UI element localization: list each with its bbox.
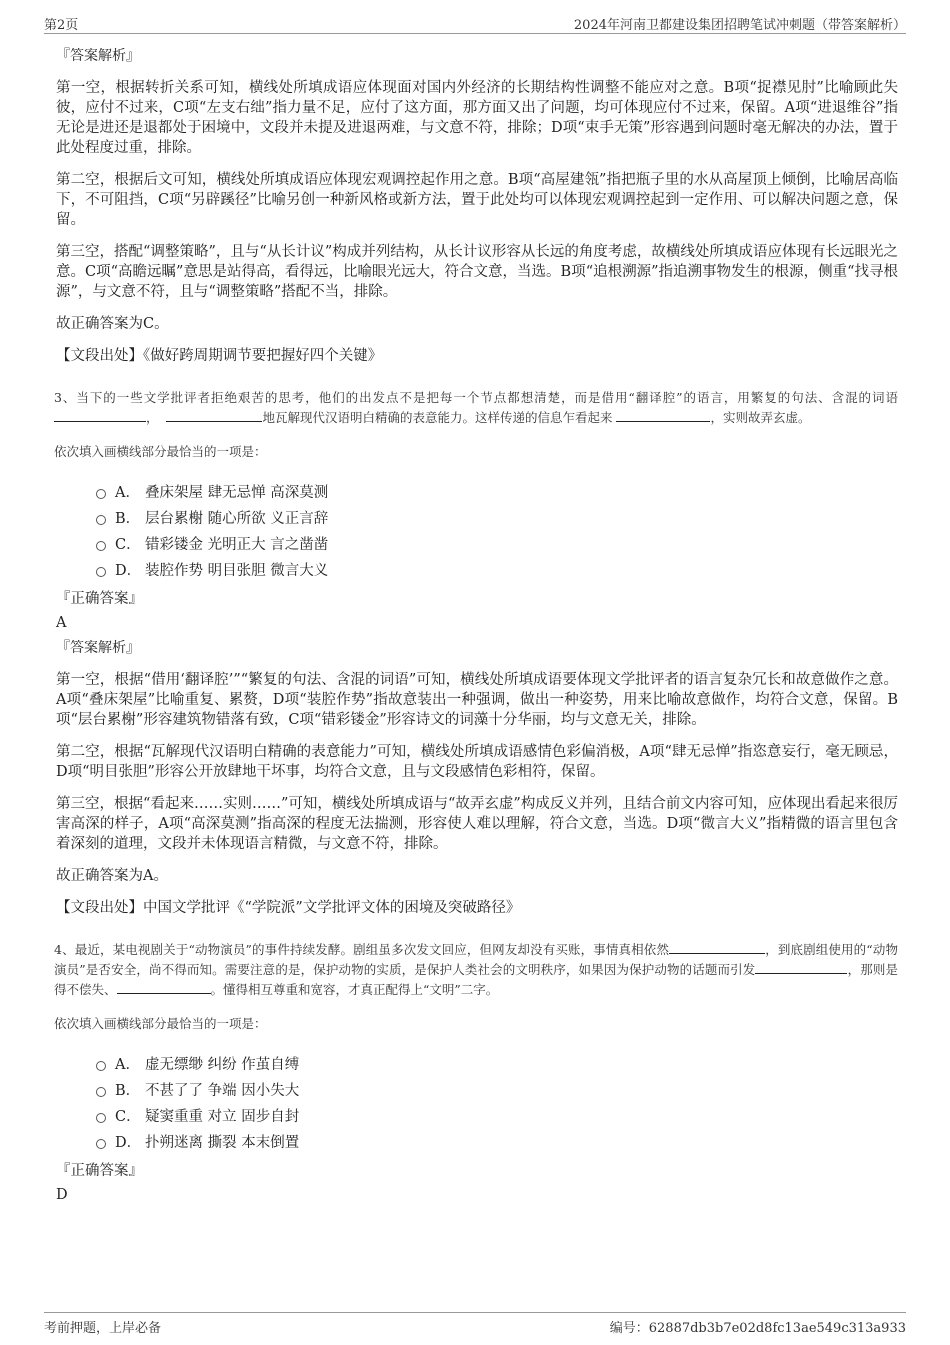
radio-icon[interactable]: [96, 515, 106, 525]
radio-icon[interactable]: [96, 1087, 106, 1097]
q3-prompt: 依次填入画横线部分最恰当的一项是：: [54, 444, 267, 459]
page-header: [44, 12, 906, 34]
q4-answer: D: [56, 1187, 68, 1203]
blank-line: [669, 940, 765, 954]
q3-analysis-paragraph-2: 第二空，根据“瓦解现代汉语明白精确的表意能力”可知，横线处所填成语感情色彩偏消极，A项“肆无忌惮”指恣意妄行，毫无顾忌，D项“明目张胆”形容公开放肆地干坏事，均符合文意，且与文段感情色彩相符，保留。: [56, 744, 898, 780]
q3-option-c[interactable]: C． 错彩镂金 光明正大 言之凿凿: [96, 532, 898, 558]
q2-analysis-paragraph-1: 第一空，根据转折关系可知，横线处所填成语应体现面对国内外经济的长期结构性调整不能应对之意。B项“捉襟见肘”比喻顾此失彼，应付不过来，C项“左支右绌”指力量不足，应付了这方面，那方面又出了问题，均可体现应付不过来，保留。A项“进退维谷”指无论是进还是退都处于困境中，文段并未提及进退两难，与文意不符，排除；D项“束手无策”形容遇到问题时毫无解决的办法，置于此处程度过重，排除。: [56, 80, 898, 156]
footer-slogan: 考前押题，上岸必备: [44, 1321, 162, 1336]
radio-icon[interactable]: [96, 1113, 106, 1123]
q2-analysis-paragraph-3: 第三空，搭配“调整策略”，且与“从长计议”构成并列结构，从长计议形容从长远的角度考虑，故横线处所填成语应体现有长远眼光之意。C项“高瞻远瞩”意思是站得高，看得远，比喻眼光远大，符合文意，当选。B项“追根溯源”指追溯事物发生的根源，侧重“找寻根源”，与文意不符，且与“调整策略”搭配不当，排除。: [56, 244, 898, 300]
blank-line: [54, 408, 146, 422]
page-footer: [44, 1312, 906, 1336]
q3-stem: 3、当下的一些文学批评者拒绝艰苦的思考，他们的出发点不是把每一个节点都想清楚，而是借用“翻译腔”的语言，用繁复的句法、含混的词语， 地瓦解现代汉语明白精确的表意能力。这样传递的信息乍看起来 ，实则故弄玄虚。: [54, 390, 898, 425]
q4-option-d[interactable]: D． 扑朔迷离 撕裂 本末倒置: [96, 1130, 898, 1156]
q4-option-a[interactable]: A． 虚无缥缈 纠纷 作茧自缚: [96, 1052, 898, 1078]
blank-line: [166, 408, 262, 422]
q2-analysis-label: 『答案解析』: [56, 48, 140, 64]
q3-option-b[interactable]: B． 层台累榭 随心所欲 义正言辞: [96, 506, 898, 532]
q4-stem: 4、最近，某电视剧关于“动物演员”的事件持续发酵。剧组虽多次发文回应，但网友却没有买账，事情真相依然 ，到底剧组使用的“动物演员”是否安全，尚不得而知。需要注意的是，保护动物的实质，是保护人类社会的文明秩序，如果因为保护动物的话题而引发 ，那则是得不偿失、 。懂得相互尊重和宽容，才真正配得上“文明”二字。: [54, 942, 898, 997]
blank-line: [117, 980, 211, 994]
q3-option-d[interactable]: D． 装腔作势 明目张胆 微言大义: [96, 558, 898, 584]
q4-prompt: 依次填入画横线部分最恰当的一项是：: [54, 1016, 267, 1031]
q4-answer-label: 『正确答案』: [56, 1163, 143, 1179]
document-title: 2024年河南卫都建设集团招聘笔试冲刺题（带答案解析）: [573, 18, 906, 33]
q3-answer: A: [56, 615, 67, 631]
q3-source: 【文段出处】中国文学批评《“学院派”文学批评文体的困境及突破路径》: [56, 900, 521, 916]
page-number: 第2页: [44, 18, 79, 33]
q4-options: [96, 1052, 898, 1156]
q3-analysis-paragraph-1: 第一空，根据“借用‘翻译腔’”“繁复的句法、含混的词语”可知，横线处所填成语要体现文学批评者的语言复杂冗长和故意做作之意。A项“叠床架屋”比喻重复、累赘，D项“装腔作势”指故意装出一种强调，做出一种姿势，用来比喻故意做作，均符合文意，保留。B项“层台累榭”形容建筑物错落有致，C项“错彩镂金”形容诗文的词藻十分华丽，均与文意无关，排除。: [56, 672, 898, 728]
radio-icon[interactable]: [96, 541, 106, 551]
q4-option-b[interactable]: B． 不甚了了 争端 因小失大: [96, 1078, 898, 1104]
radio-icon[interactable]: [96, 1139, 106, 1149]
q3-conclusion: 故正确答案为A。: [56, 868, 168, 884]
radio-icon[interactable]: [96, 489, 106, 499]
q3-analysis-paragraph-3: 第三空，根据“看起来……实则……”可知，横线处所填成语与“故弄玄虚”构成反义并列，且结合前文内容可知，应体现出看起来很厉害高深的样子，A项“高深莫测”指高深的程度无法揣测，形容使人难以理解，符合文意，当选。D项“微言大义”指精微的语言里包含着深刻的道理，文段并未体现语言精微，与文意不符，排除。: [56, 796, 898, 852]
radio-icon[interactable]: [96, 1061, 106, 1071]
radio-icon[interactable]: [96, 567, 106, 577]
q3-analysis-label: 『答案解析』: [56, 640, 140, 656]
blank-line: [755, 960, 847, 974]
q2-analysis-paragraph-2: 第二空，根据后文可知，横线处所填成语应体现宏观调控起作用之意。B项“高屋建瓴”指把瓶子里的水从高屋顶上倾倒，比喻居高临下，不可阻挡，C项“另辟蹊径”比喻另创一种新风格或新方法，置于此处均可以体现宏观调控起到一定作用、可以解决问题之意，保留。: [56, 172, 898, 228]
q3-answer-label: 『正确答案』: [56, 591, 143, 607]
document-id: 编号：62887db3b7e02d8fc13ae549c313a933: [609, 1321, 906, 1336]
q3-options: [96, 480, 898, 584]
document-body: [56, 46, 898, 1210]
q3-option-a[interactable]: A． 叠床架屋 肆无忌惮 高深莫测: [96, 480, 898, 506]
q2-source: 【文段出处】《做好跨周期调节要把握好四个关键》: [56, 348, 383, 364]
q2-conclusion: 故正确答案为C。: [56, 316, 169, 332]
q4-option-c[interactable]: C． 疑窦重重 对立 固步自封: [96, 1104, 898, 1130]
blank-line: [616, 408, 710, 422]
